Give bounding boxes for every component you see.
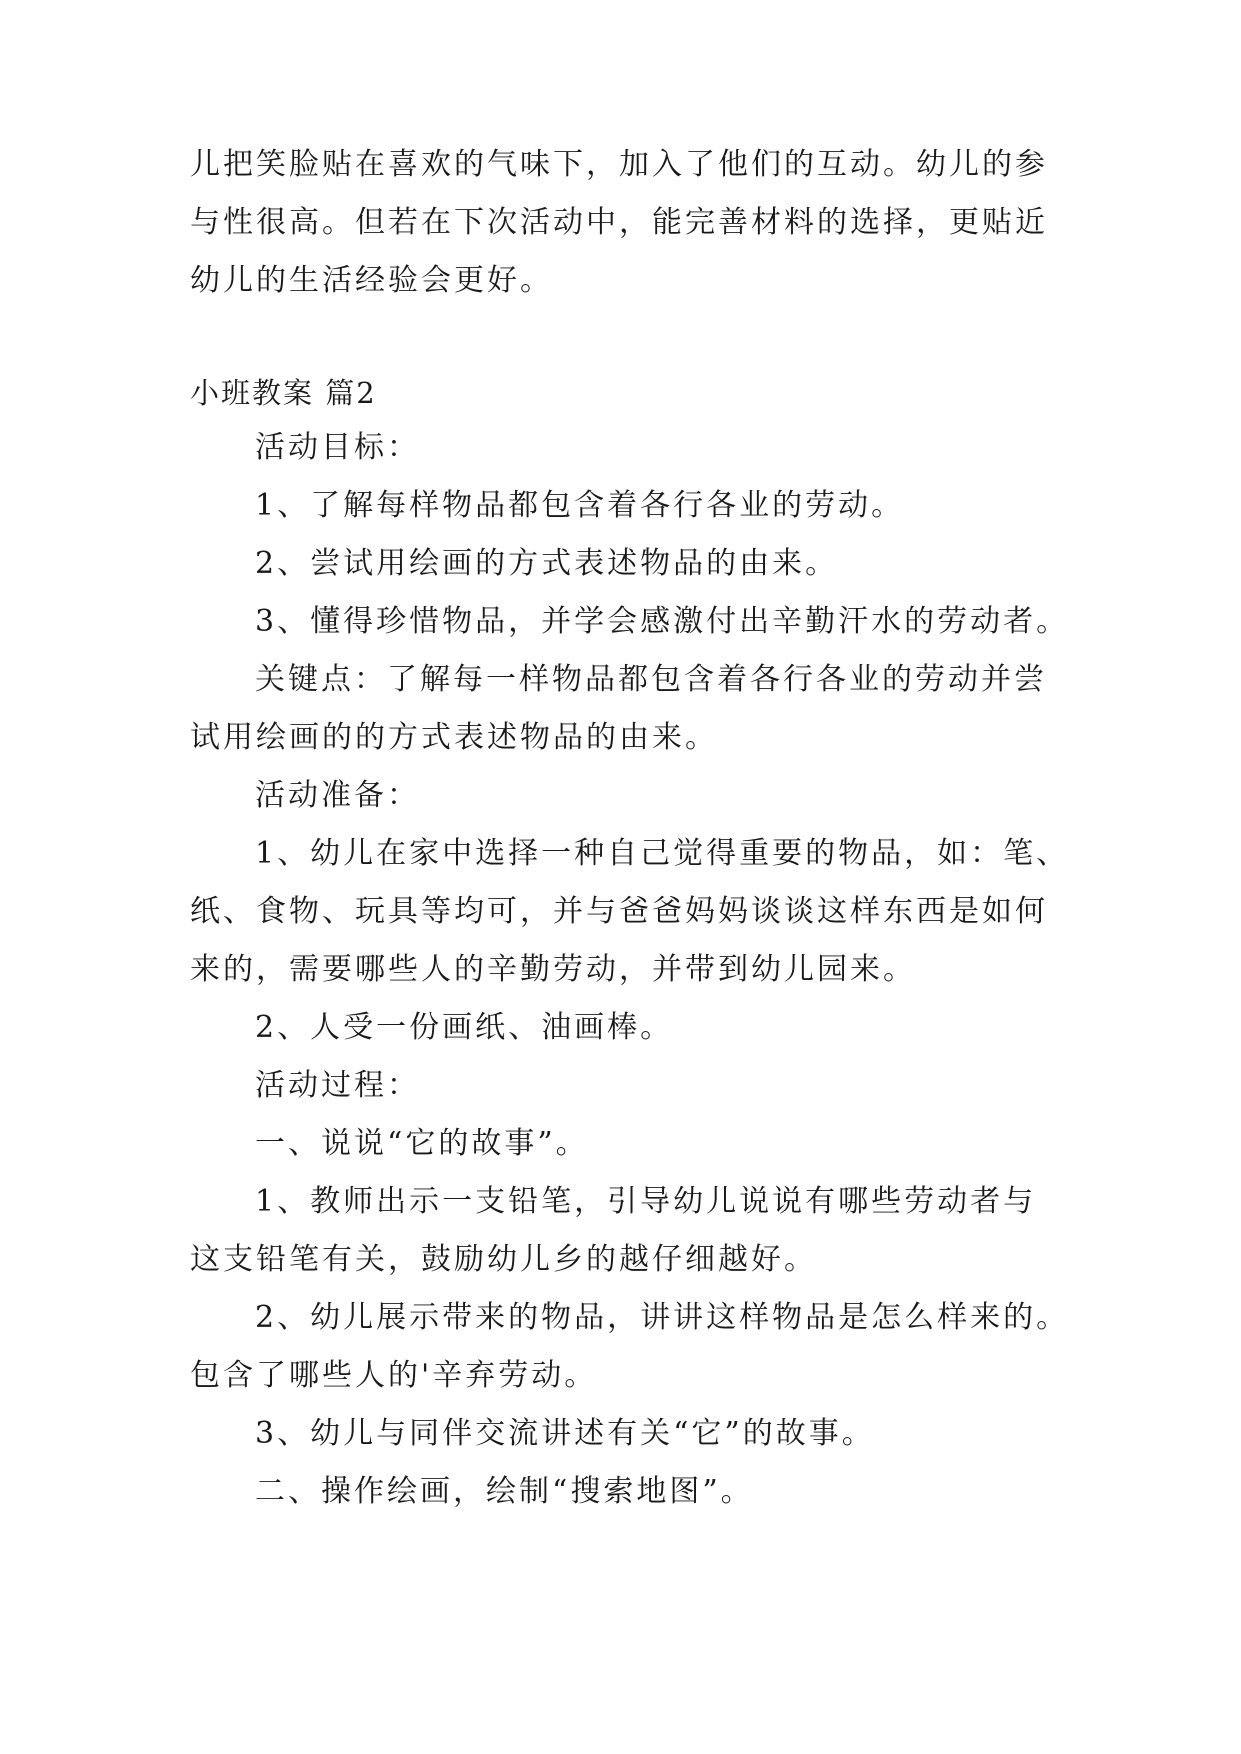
process-step-2: 二、操作绘画，绘制“搜索地图”。 <box>255 1474 754 1509</box>
process-item-1: 1、教师出示一支铅笔，引导幼儿说说有哪些劳动者与 <box>255 1184 1037 1219</box>
preparation-item-2: 2、人受一份画纸、油画棒。 <box>255 1010 674 1045</box>
process-item-2-cont: 包含了哪些人的'辛弃劳动。 <box>190 1358 598 1393</box>
preparation-item-1-cont: 纸、食物、玩具等均可，并与爸爸妈妈谈谈这样东西是如何 <box>190 894 1048 929</box>
goal-item-3: 3、懂得珍惜物品，并学会感激付出辛勤汗水的劳动者。 <box>255 604 1070 639</box>
process-item-2: 2、幼儿展示带来的物品，讲讲这样物品是怎么样来的。 <box>255 1300 1070 1335</box>
preparation-item-1-cont: 来的，需要哪些人的辛勤劳动，并带到幼儿园来。 <box>190 952 916 987</box>
subheading-preparation: 活动准备： <box>255 778 420 813</box>
subheading-process: 活动过程： <box>255 1068 420 1103</box>
process-step-1: 一、说说“它的故事”。 <box>255 1126 589 1161</box>
subheading-goals: 活动目标： <box>255 430 420 465</box>
goal-item-2: 2、尝试用绘画的方式表述物品的由来。 <box>255 546 839 581</box>
section-title: 小班教案 篇2 <box>190 376 377 410</box>
process-item-1-cont: 这支铅笔有关，鼓励幼儿乡的越仔细越好。 <box>190 1242 817 1277</box>
preparation-item-1: 1、幼儿在家中选择一种自己觉得重要的物品，如：笔、 <box>255 836 1070 871</box>
process-item-3: 3、幼儿与同伴交流讲述有关“它”的故事。 <box>255 1416 875 1451</box>
paragraph-line: 与性很高。但若在下次活动中，能完善材料的选择，更贴近 <box>190 205 1048 240</box>
key-point-line: 关键点：了解每一样物品都包含着各行各业的劳动并尝 <box>255 662 1047 697</box>
goal-item-1: 1、了解每样物品都包含着各行各业的劳动。 <box>255 488 905 523</box>
key-point-line: 试用绘画的的方式表述物品的由来。 <box>190 720 718 755</box>
paragraph-line: 儿把笑脸贴在喜欢的气味下，加入了他们的互动。幼儿的参 <box>190 147 1048 182</box>
paragraph-line: 幼儿的生活经验会更好。 <box>190 263 553 298</box>
